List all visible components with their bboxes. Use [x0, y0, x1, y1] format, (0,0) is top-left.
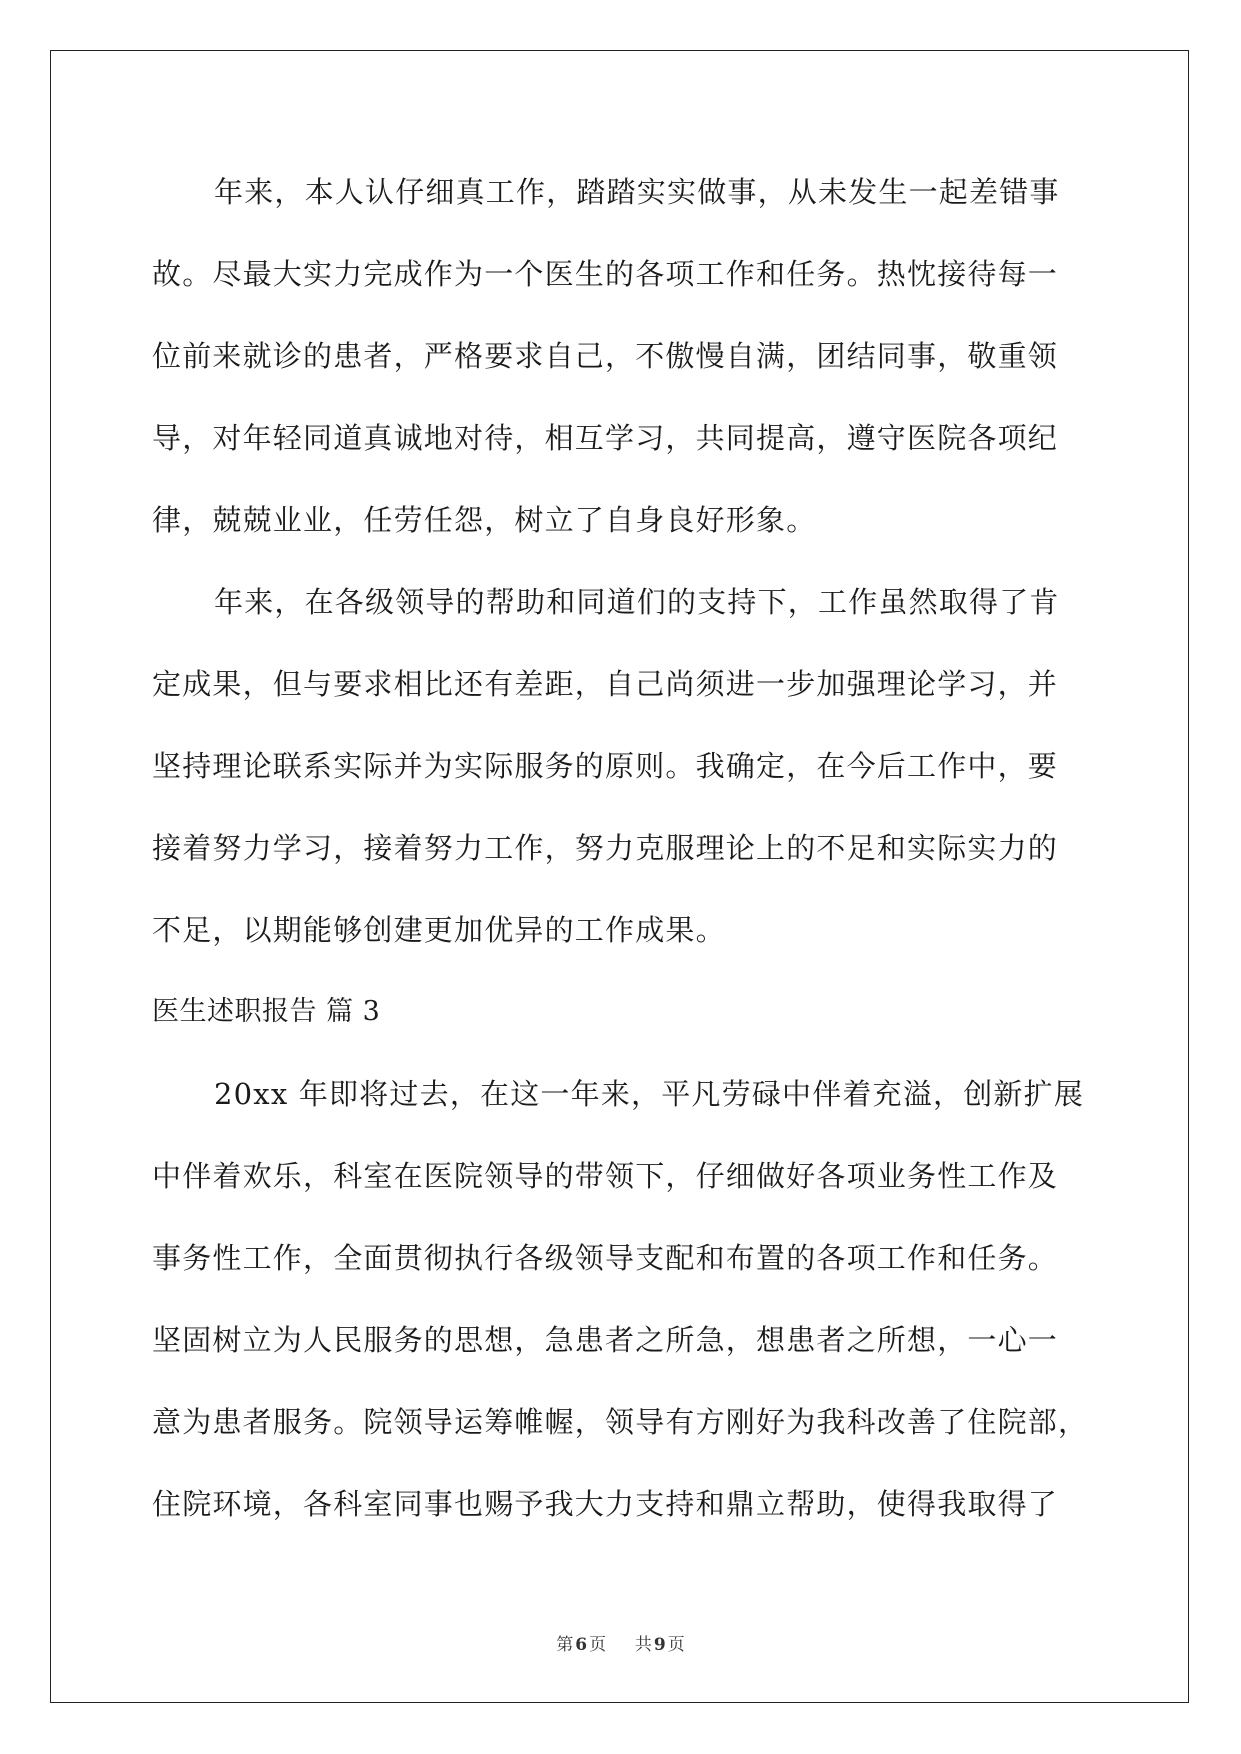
paragraph-line: 接着努力学习，接着努力工作，努力克服理论上的不足和实际实力的	[152, 831, 1059, 865]
paragraph-line: 律，兢兢业业，任劳任怨，树立了自身良好形象。	[152, 503, 817, 537]
total-suffix: 页	[667, 1635, 685, 1655]
section-heading: 医生述职报告 篇 3	[152, 996, 381, 1027]
page-suffix: 页	[589, 1635, 607, 1655]
paragraph-line: 中伴着欢乐，科室在医院领导的带领下，仔细做好各项业务性工作及	[152, 1159, 1059, 1193]
paragraph-line: 住院环境，各科室同事也赐予我大力支持和鼎立帮助，使得我取得了	[152, 1487, 1059, 1521]
paragraph-line: 导，对年轻同道真诚地对待，相互学习，共同提高，遵守医院各项纪	[152, 421, 1059, 455]
paragraph-line: 不足，以期能够创建更加优异的工作成果。	[152, 913, 726, 947]
document-body	[152, 158, 1092, 1552]
paragraph-line: 年来，本人认仔细真工作，踏踏实实做事，从未发生一起差错事	[214, 175, 1060, 209]
current-page-number: 6	[575, 1635, 588, 1655]
paragraph-line: 事务性工作，全面贯彻执行各级领导支配和布置的各项工作和任务。	[152, 1241, 1059, 1275]
paragraph-line: 定成果，但与要求相比还有差距，自己尚须进一步加强理论学习，并	[152, 667, 1059, 701]
page-prefix: 第	[556, 1635, 574, 1655]
paragraph-line: 位前来就诊的患者，严格要求自己，不傲慢自满，团结同事，敬重领	[152, 339, 1059, 373]
total-page-number: 9	[653, 1635, 666, 1655]
paragraph-line: 年来，在各级领导的帮助和同道们的支持下，工作虽然取得了肯	[214, 585, 1060, 619]
paragraph-line: 坚持理论联系实际并为实际服务的原则。我确定，在今后工作中，要	[152, 749, 1059, 783]
paragraph-line: 意为患者服务。院领导运筹帷幄，领导有方刚好为我科改善了住院部，	[152, 1405, 1089, 1439]
paragraph-line: 故。尽最大实力完成作为一个医生的各项工作和任务。热忱接待每一	[152, 257, 1059, 291]
total-prefix: 共	[634, 1635, 652, 1655]
paragraph-line: 20xx 年即将过去，在这一年来，平凡劳碌中伴着充溢，创新扩展	[214, 1077, 1085, 1111]
page-footer	[0, 1630, 1241, 1655]
paragraph-line: 坚固树立为人民服务的思想，急患者之所急，想患者之所想，一心一	[152, 1323, 1059, 1357]
